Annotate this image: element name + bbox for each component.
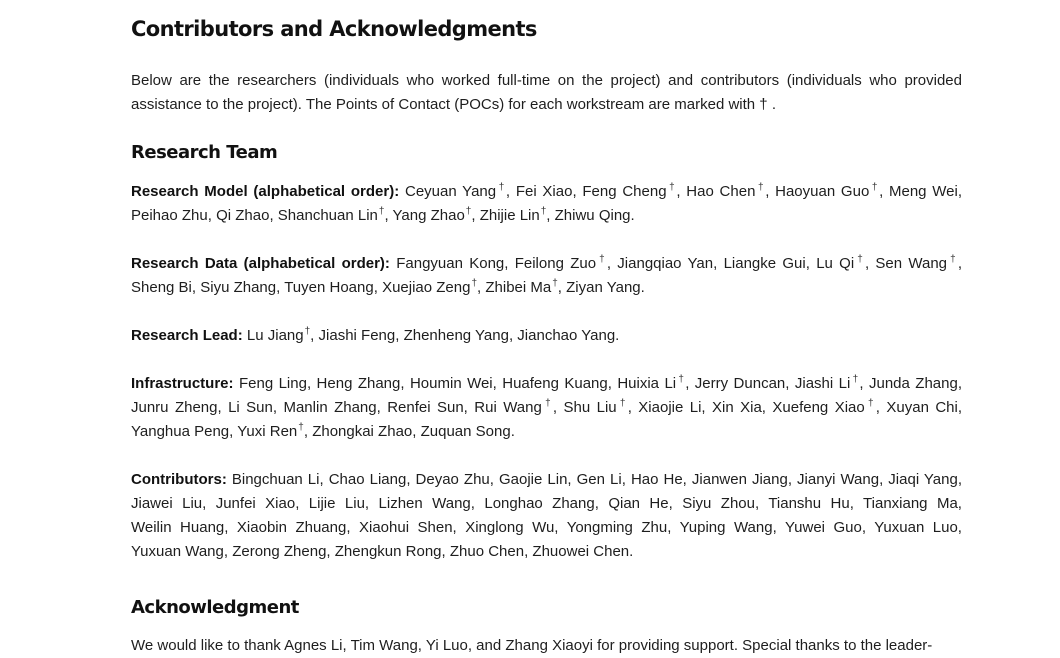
person-name-text: Gaojie Lin bbox=[499, 471, 568, 488]
person-name-text: Yuxi Ren bbox=[237, 423, 298, 440]
person-name-text: Bingchuan Li bbox=[231, 471, 320, 488]
person-name-text: Xiaohui Shen bbox=[358, 519, 453, 536]
person-name bbox=[237, 519, 346, 536]
poc-dagger-mark: † bbox=[540, 206, 547, 217]
person-name-text: Jianchao Yang bbox=[517, 327, 616, 344]
person-name-text: Zhuowei Chen bbox=[532, 543, 630, 560]
poc-dagger-mark: † bbox=[667, 182, 677, 193]
person-name bbox=[797, 471, 879, 488]
person-name-text: Tianshu Hu bbox=[768, 495, 850, 512]
person-name-text: Shanchuan Lin bbox=[277, 207, 378, 224]
poc-dagger-mark: † bbox=[677, 374, 686, 385]
person-name-text: Zhenheng Yang bbox=[403, 327, 509, 344]
person-name-text: Feilong Zuo bbox=[514, 255, 597, 272]
person-name bbox=[131, 399, 217, 416]
person-name bbox=[499, 471, 567, 488]
person-name bbox=[247, 327, 310, 344]
person-name-text: Yuxuan Wang bbox=[131, 543, 224, 560]
person-name-text: Peihao Zhu bbox=[131, 207, 208, 224]
group-research-lead bbox=[131, 324, 962, 348]
research-team-heading: Research Team bbox=[131, 142, 278, 163]
poc-dagger-mark: † bbox=[617, 398, 628, 409]
person-name bbox=[317, 375, 401, 392]
person-name bbox=[396, 255, 504, 272]
person-name bbox=[480, 207, 547, 224]
person-name-text: Xinglong Wu bbox=[465, 519, 555, 536]
person-name-text: Xuejiao Zeng bbox=[382, 279, 471, 296]
person-name bbox=[387, 399, 463, 416]
person-name bbox=[335, 543, 442, 560]
poc-dagger-mark: † bbox=[465, 206, 472, 217]
person-name bbox=[692, 471, 788, 488]
person-name-text: Huafeng Kuang bbox=[502, 375, 608, 392]
person-name bbox=[795, 375, 860, 392]
person-name-text: Lu Qi bbox=[816, 255, 855, 272]
person-name-text: Zhibei Ma bbox=[485, 279, 552, 296]
person-name bbox=[474, 399, 553, 416]
person-name-text: Jerry Duncan bbox=[694, 375, 786, 392]
group-research-model bbox=[131, 180, 962, 228]
person-name bbox=[131, 543, 224, 560]
person-name bbox=[532, 543, 629, 560]
person-name-text: Haoyuan Guo bbox=[775, 183, 870, 200]
poc-dagger-mark: † bbox=[542, 398, 553, 409]
acknowledgment-paragraph: We would like to thank Agnes Li, Tim Wang, Yi Luo, and Zhang Xiaoyi for providing support. Special thanks to the leader- bbox=[131, 637, 933, 654]
person-name-text: Junru Zheng bbox=[131, 399, 218, 416]
person-name bbox=[278, 207, 385, 224]
person-name bbox=[283, 399, 376, 416]
person-name bbox=[450, 543, 524, 560]
person-name bbox=[772, 399, 875, 416]
person-name-text: Fangyuan Kong bbox=[396, 255, 505, 272]
person-name-text: Jiaqi Yang bbox=[888, 471, 958, 488]
poc-dagger-mark: † bbox=[471, 278, 478, 289]
person-name bbox=[888, 471, 958, 488]
person-name bbox=[638, 399, 701, 416]
person-name-text: Chao Liang bbox=[328, 471, 407, 488]
person-name-text: Feng Cheng bbox=[582, 183, 667, 200]
person-name bbox=[502, 375, 608, 392]
person-name bbox=[875, 255, 957, 272]
person-name bbox=[682, 495, 755, 512]
person-name bbox=[567, 519, 668, 536]
person-name bbox=[686, 183, 765, 200]
person-name-text: Jiashi Li bbox=[794, 375, 851, 392]
poc-dagger-mark: † bbox=[870, 182, 880, 193]
person-name bbox=[485, 279, 557, 296]
person-name bbox=[131, 495, 202, 512]
person-name bbox=[131, 423, 229, 440]
person-name bbox=[886, 399, 957, 416]
person-name-text: Zerong Zheng bbox=[232, 543, 327, 560]
person-name-text: Shu Liu bbox=[563, 399, 617, 416]
person-name-text: Ziyan Yang bbox=[566, 279, 641, 296]
person-name-text: Jiangqiao Yan bbox=[617, 255, 714, 272]
person-name bbox=[393, 207, 472, 224]
person-name-text: Qian He bbox=[608, 495, 669, 512]
group-names: Ceyuan Yang†, Fei Xiao, Feng Cheng†, Hao Chen†, Haoyuan Guo†, Meng Wei, Peihao Zhu, Qi Zhao, Shanchuan Lin†, Yang Zhao†, Zhijie Lin†, Zhiwu Qing. bbox=[131, 182, 963, 224]
person-name bbox=[329, 471, 407, 488]
person-name bbox=[421, 423, 511, 440]
person-name-text: Yuwei Guo bbox=[784, 519, 862, 536]
person-name-text: Tuyen Hoang bbox=[284, 279, 374, 296]
person-name-text: Longhao Zhang bbox=[484, 495, 595, 512]
person-name bbox=[359, 519, 453, 536]
group-names: Fangyuan Kong, Feilong Zuo†, Jiangqiao Yan, Liangke Gui, Lu Qi†, Sen Wang†, Sheng Bi, Siyu Zhang, Tuyen Hoang, Xuejiao Zeng†, Zhibei Ma†, Ziyan Yang. bbox=[131, 254, 962, 296]
person-name bbox=[768, 495, 849, 512]
person-name bbox=[889, 183, 958, 200]
person-name bbox=[816, 255, 865, 272]
person-name bbox=[680, 519, 773, 536]
person-name-text: Liangke Gui bbox=[723, 255, 806, 272]
person-name-text: Weilin Huang bbox=[131, 519, 225, 536]
person-name-text: Gen Li bbox=[576, 471, 622, 488]
person-name bbox=[515, 255, 607, 272]
person-name bbox=[216, 207, 269, 224]
person-name bbox=[577, 471, 622, 488]
intro-paragraph: Below are the researchers (individuals who worked full-time on the project) and contributors (individuals who provided assistance to the project). The Points of Contact (POCs) for each workstream are marked with † . bbox=[131, 72, 962, 113]
person-name-text: Qi Zhao bbox=[216, 207, 270, 224]
person-name bbox=[785, 519, 862, 536]
page-title: Contributors and Acknowledgments bbox=[131, 17, 537, 41]
person-name bbox=[131, 279, 192, 296]
person-name-text: Lizhen Wang bbox=[378, 495, 471, 512]
person-name-text: Zhongkai Zhao bbox=[312, 423, 413, 440]
person-name-text: Deyao Zhu bbox=[415, 471, 490, 488]
person-name-text: Xin Xia bbox=[712, 399, 762, 416]
person-name-text: Lijie Liu bbox=[308, 495, 365, 512]
group-research-data bbox=[131, 252, 962, 300]
person-name bbox=[232, 543, 326, 560]
person-name-text: Hao Chen bbox=[686, 183, 756, 200]
person-name-text: Yanghua Peng bbox=[131, 423, 230, 440]
person-name bbox=[416, 471, 490, 488]
person-name-text: Fei Xiao bbox=[515, 183, 573, 200]
person-name-text: Xuyan Chi bbox=[886, 399, 958, 416]
person-name bbox=[131, 207, 208, 224]
person-name-text: Yongming Zhu bbox=[566, 519, 668, 536]
person-name-text: Sheng Bi bbox=[131, 279, 192, 296]
person-name-text: Huixia Li bbox=[617, 375, 677, 392]
group-names: Feng Ling, Heng Zhang, Houmin Wei, Huafeng Kuang, Huixia Li†, Jerry Duncan, Jiashi Li†, Junda Zhang, Junru Zheng, Li Sun, Manlin Zhang, Renfei Sun, Rui Wang†, Shu Liu†, Xiaojie Li, Xin Xia, Xuefeng Xiao†, Xuyan Chi, Yanghua Peng, Yuxi Ren†, Zhongkai Zhao, Zuquan Song. bbox=[131, 374, 963, 440]
group-names: Lu Jiang†, Jiashi Feng, Zhenheng Yang, Jianchao Yang. bbox=[246, 326, 620, 344]
person-name-text: Xuefeng Xiao bbox=[772, 399, 865, 416]
person-name bbox=[312, 423, 412, 440]
person-name-text: Lu Jiang bbox=[246, 327, 304, 344]
person-name-text: Tianxiang Ma bbox=[863, 495, 958, 512]
person-name bbox=[608, 495, 668, 512]
poc-dagger-mark: † bbox=[378, 206, 385, 217]
person-name bbox=[465, 519, 554, 536]
person-name bbox=[582, 183, 676, 200]
person-name-text: Xiaobin Zhuang bbox=[236, 519, 347, 536]
person-name bbox=[517, 327, 615, 344]
person-name-text: Yuping Wang bbox=[679, 519, 773, 536]
person-name-text: Renfei Sun bbox=[387, 399, 464, 416]
person-name bbox=[564, 399, 628, 416]
poc-dagger-mark: † bbox=[865, 398, 876, 409]
person-name-text: Rui Wang bbox=[474, 399, 542, 416]
person-name bbox=[379, 495, 471, 512]
person-name-text: Li Sun bbox=[228, 399, 273, 416]
person-name bbox=[874, 519, 958, 536]
person-name-text: Jiashi Feng bbox=[318, 327, 396, 344]
person-name-text: Zuquan Song bbox=[420, 423, 511, 440]
poc-dagger-mark: † bbox=[304, 326, 311, 337]
person-name bbox=[775, 183, 879, 200]
poc-dagger-mark: † bbox=[597, 254, 607, 265]
person-name bbox=[200, 279, 276, 296]
person-name bbox=[566, 279, 641, 296]
person-name-text: Feng Ling bbox=[238, 375, 307, 392]
person-name-text: Zhuo Chen bbox=[449, 543, 525, 560]
person-name-text: Heng Zhang bbox=[316, 375, 401, 392]
person-name-text: Junfei Xiao bbox=[215, 495, 296, 512]
person-name bbox=[555, 207, 631, 224]
person-name-text: Hao He bbox=[630, 471, 683, 488]
person-name-text: Jiawei Liu bbox=[131, 495, 203, 512]
person-name bbox=[516, 183, 573, 200]
person-name bbox=[382, 279, 477, 296]
acknowledgment-heading: Acknowledgment bbox=[131, 597, 299, 618]
group-label: Research Data (alphabetical order): bbox=[131, 255, 390, 272]
poc-dagger-mark: † bbox=[552, 278, 558, 289]
person-name-text: Sen Wang bbox=[875, 255, 948, 272]
person-name-text: Yang Zhao bbox=[392, 207, 465, 224]
group-contributors bbox=[131, 468, 962, 564]
person-name bbox=[405, 183, 506, 200]
person-name bbox=[284, 279, 374, 296]
person-name bbox=[228, 399, 273, 416]
person-name-text: Houmin Wei bbox=[409, 375, 493, 392]
person-name bbox=[232, 471, 320, 488]
poc-dagger-mark: † bbox=[756, 182, 766, 193]
person-name bbox=[724, 255, 806, 272]
person-name bbox=[239, 375, 307, 392]
group-label: Contributors: bbox=[131, 471, 227, 488]
person-name-text: Meng Wei bbox=[889, 183, 958, 200]
person-name-text: Siyu Zhou bbox=[682, 495, 755, 512]
group-names: Bingchuan Li, Chao Liang, Deyao Zhu, Gaojie Lin, Gen Li, Hao He, Jianwen Jiang, Jianyi Wang, Jiaqi Yang, Jiawei Liu, Junfei Xiao, Lijie Liu, Lizhen Wang, Longhao Zhang, Qian He, Siyu Zhou, Tianshu Hu, Tianxiang Ma, Weilin Huang, Xiaobin Zhuang, Xiaohui Shen, Xinglong Wu, Yongming Zhu, Yuping Wang, Yuwei Guo, Yuxuan Luo, Yuxuan Wang, Zerong Zheng, Zhengkun Rong, Zhuo Chen, Zhuowei Chen. bbox=[131, 471, 963, 560]
person-name bbox=[216, 495, 295, 512]
person-name-text: Manlin Zhang bbox=[283, 399, 377, 416]
poc-dagger-mark: † bbox=[855, 254, 865, 265]
poc-dagger-mark: † bbox=[497, 182, 506, 193]
person-name bbox=[309, 495, 365, 512]
person-name-text: Xiaojie Li bbox=[638, 399, 702, 416]
group-label: Infrastructure: bbox=[131, 375, 234, 392]
group-label: Research Lead: bbox=[131, 327, 243, 344]
person-name bbox=[484, 495, 594, 512]
person-name bbox=[617, 255, 713, 272]
person-name bbox=[617, 375, 685, 392]
poc-dagger-mark: † bbox=[298, 422, 304, 433]
person-name bbox=[131, 519, 224, 536]
person-name bbox=[712, 399, 762, 416]
poc-dagger-mark: † bbox=[948, 254, 958, 265]
person-name bbox=[695, 375, 785, 392]
person-name-text: Jianyi Wang bbox=[797, 471, 880, 488]
person-name-text: Jianwen Jiang bbox=[691, 471, 788, 488]
person-name bbox=[319, 327, 396, 344]
person-name-text: Siyu Zhang bbox=[200, 279, 277, 296]
person-name-text: Zhijie Lin bbox=[479, 207, 540, 224]
group-infrastructure bbox=[131, 372, 962, 444]
person-name bbox=[631, 471, 683, 488]
person-name-text: Junda Zhang bbox=[868, 375, 958, 392]
person-name bbox=[869, 375, 958, 392]
person-name bbox=[410, 375, 493, 392]
person-name-text: Zhiwu Qing bbox=[554, 207, 631, 224]
person-name bbox=[237, 423, 304, 440]
person-name-text: Yuxuan Luo bbox=[874, 519, 958, 536]
person-name-text: Ceyuan Yang bbox=[404, 183, 497, 200]
poc-dagger-mark: † bbox=[851, 374, 860, 385]
group-label: Research Model (alphabetical order): bbox=[131, 183, 400, 200]
person-name-text: Zhengkun Rong bbox=[334, 543, 442, 560]
person-name bbox=[404, 327, 509, 344]
person-name bbox=[863, 495, 958, 512]
